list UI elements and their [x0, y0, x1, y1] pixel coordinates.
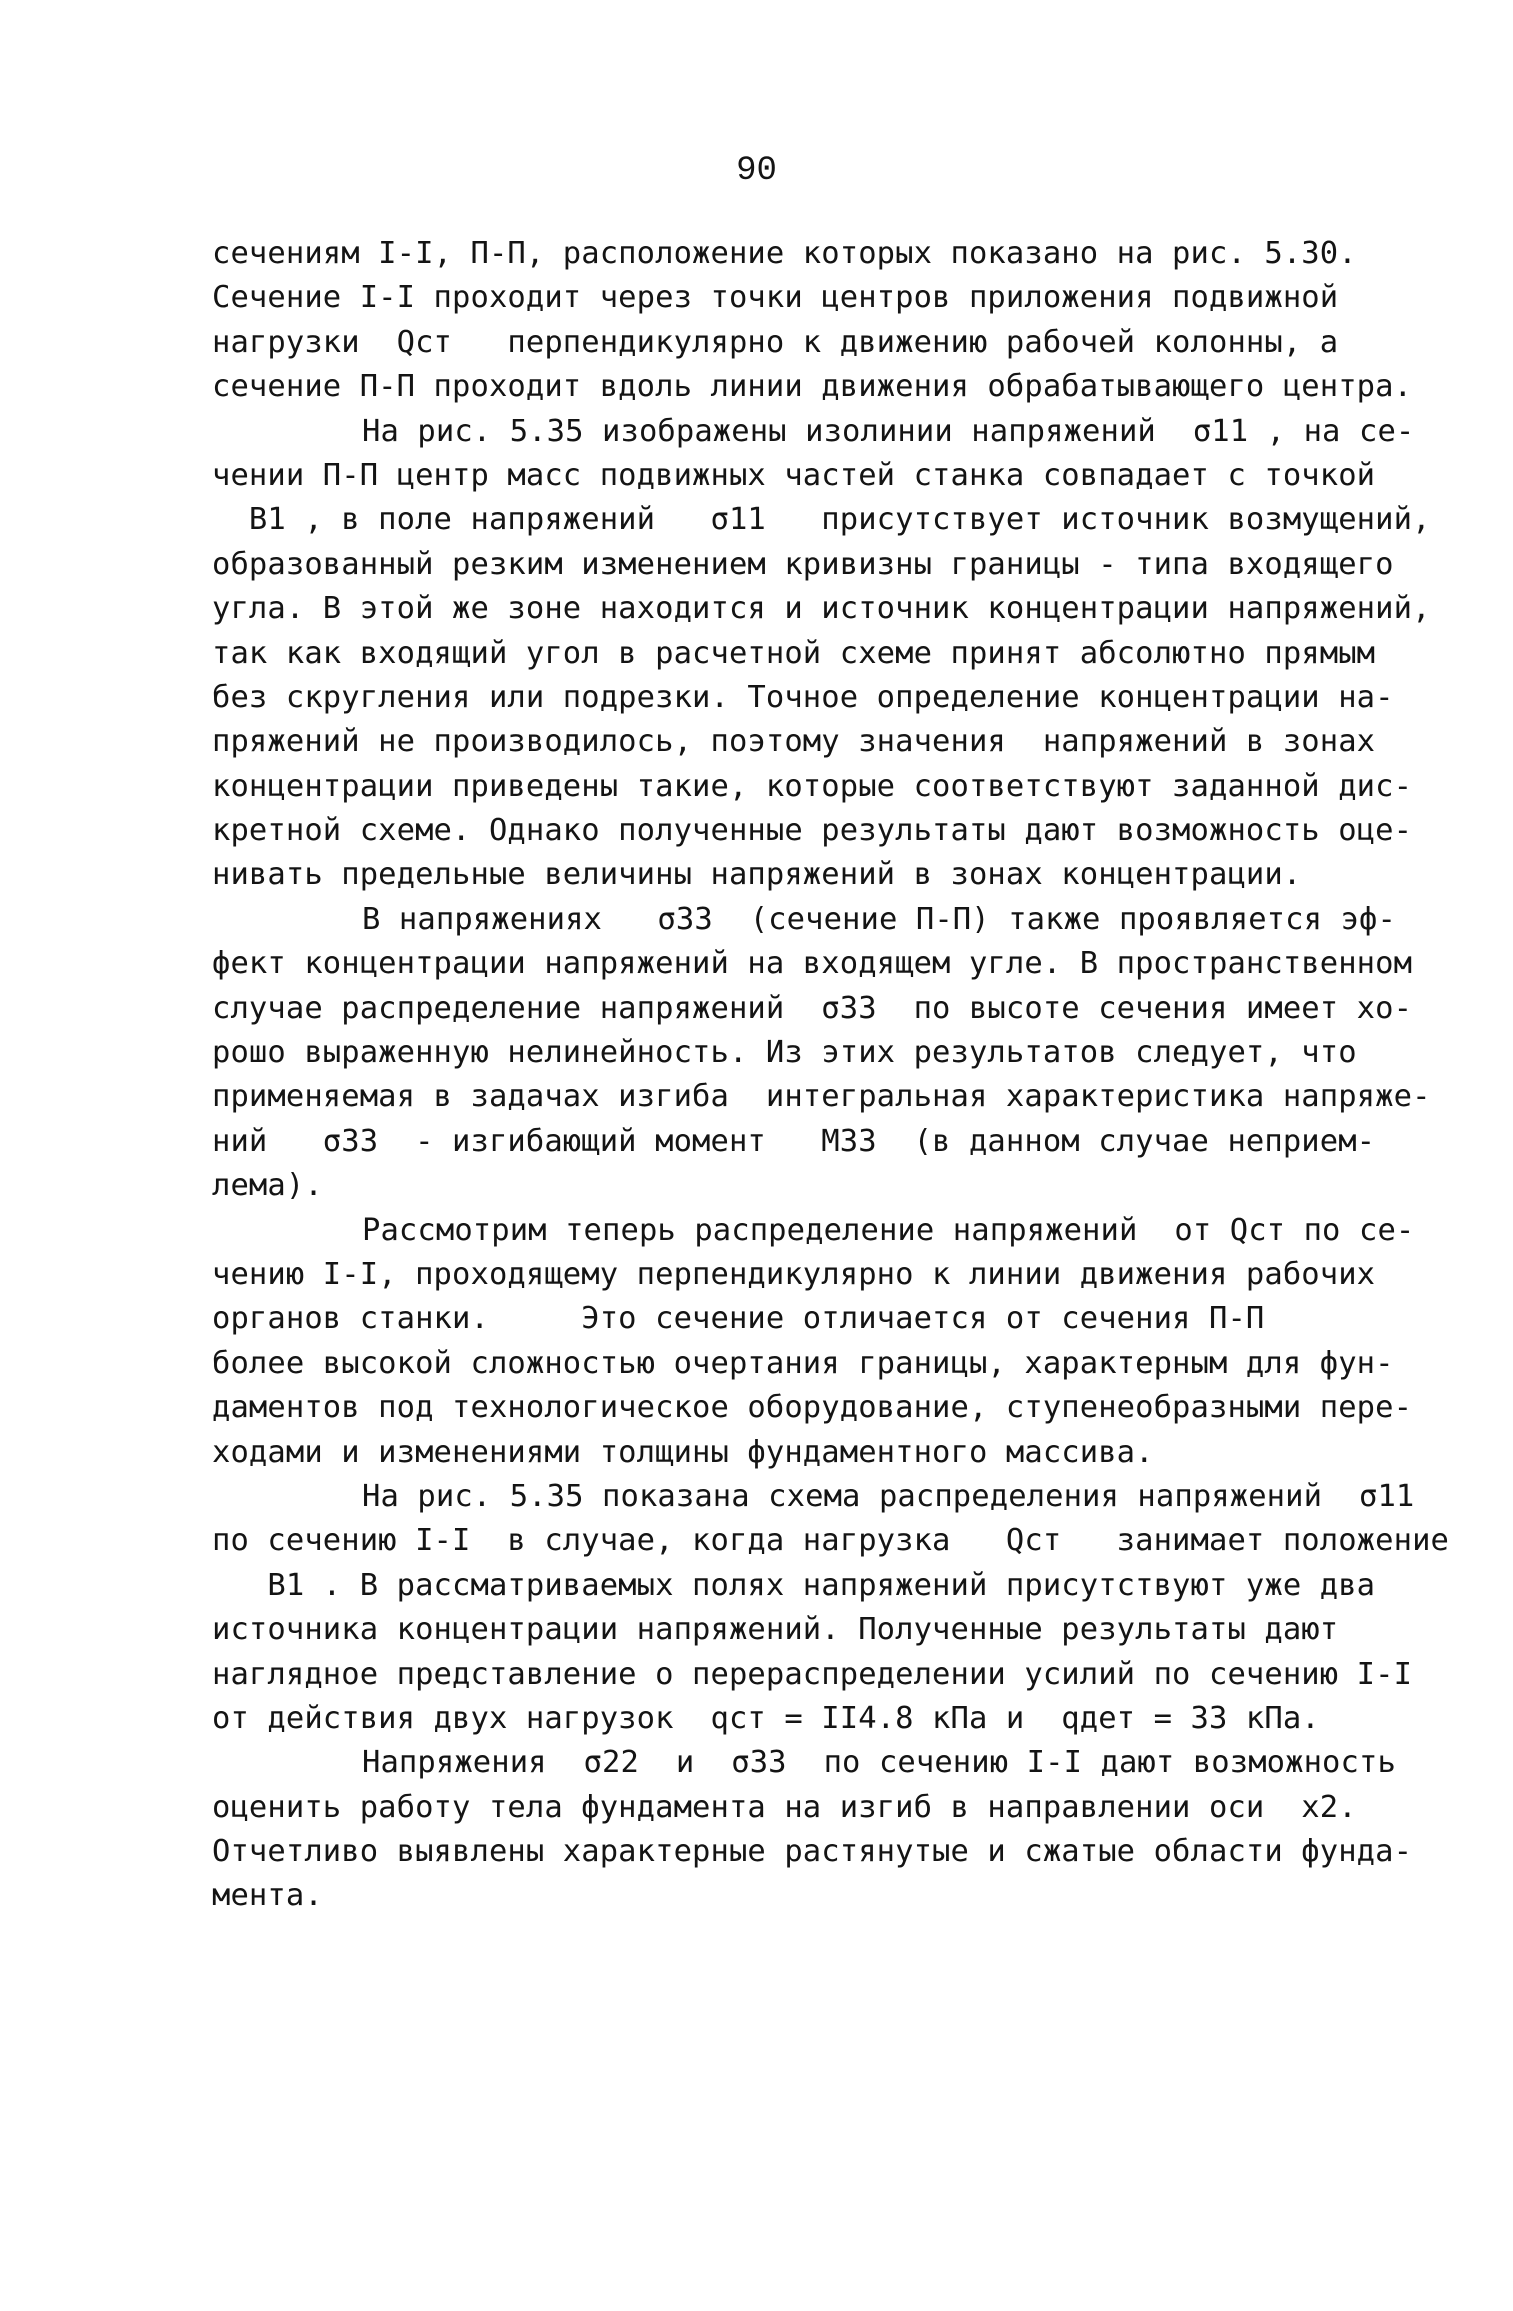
text-line: по сечению I-I в случае, когда нагрузка Qст занимает положение: [212, 1523, 1449, 1559]
text-line: источника концентрации напряжений. Полученные результаты дают: [212, 1612, 1339, 1648]
body-text: [212, 232, 1447, 1919]
text-line: угла. В этой же зоне находится и источник концентрации напряжений,: [212, 591, 1431, 627]
text-line: без скругления или подрезки. Точное определение концентрации на-: [212, 679, 1394, 715]
text-line: образованный резким изменением кривизны границы - типа входящего: [212, 546, 1394, 582]
text-line: случае распределение напряжений σ33 по высоте сечения имеет хо-: [212, 990, 1413, 1026]
text-line: чении П-П центр масс подвижных частей станка совпадает с точкой: [212, 457, 1376, 493]
text-line: пряжений не производилось, поэтому значения напряжений в зонах: [212, 724, 1376, 760]
text-line: лема).: [212, 1168, 323, 1204]
text-line: концентрации приведены такие, которые соответствуют заданной дис-: [212, 768, 1413, 804]
text-line: применяемая в задачах изгиба интегральная характеристика напряже-: [212, 1079, 1431, 1115]
text-line: оценить работу тела фундамента на изгиб в направлении оси x2.: [212, 1789, 1357, 1825]
text-line: так как входящий угол в расчетной схеме принят абсолютно прямым: [212, 635, 1376, 671]
text-line: нивать предельные величины напряжений в зонах концентрации.: [212, 857, 1302, 893]
text-line: Напряжения σ22 и σ33 по сечению I-I дают возможность: [362, 1745, 1396, 1781]
text-line: кретной схеме. Однако полученные результаты дают возможность оце-: [212, 813, 1413, 849]
text-line: ходами и изменениями толщины фундаментного массива.: [212, 1434, 1154, 1470]
text-line: сечение П-П проходит вдоль линии движения обрабатывающего центра.: [212, 369, 1413, 405]
text-line: сечениям I-I, П-П, расположение которых показано на рис. 5.30.: [212, 236, 1357, 271]
text-line: ний σ33 - изгибающий момент M33 (в данном случае неприем-: [212, 1123, 1376, 1159]
text-line: Отчетливо выявлены характерные растянутые и сжатые области фунда-: [212, 1834, 1413, 1870]
text-line: даментов под технологическое оборудование, ступенеобразными пере-: [212, 1390, 1413, 1426]
text-line: На рис. 5.35 показана схема распределения напряжений σ11: [362, 1478, 1415, 1514]
text-line: наглядное представление о перераспределении усилий по сечению I-I: [212, 1656, 1413, 1692]
text-line: от действия двух нагрузок qст = II4.8 кПа и qдет = 33 кПа.: [212, 1700, 1320, 1736]
text-line: рошо выраженную нелинейность. Из этих результатов следует, что: [212, 1035, 1357, 1071]
text-line: нагрузки Qст перпендикулярно к движению рабочей колонны, а: [212, 324, 1339, 360]
text-line: более высокой сложностью очертания границы, характерным для фун-: [212, 1345, 1394, 1381]
text-line: органов станки. Это сечение отличается от сечения П-П: [212, 1301, 1265, 1337]
text-line: фект концентрации напряжений на входящем угле. В пространственном: [212, 946, 1413, 982]
text-line: Рассмотрим теперь распределение напряжений от Qст по се-: [362, 1212, 1415, 1248]
text-line: B1 , в поле напряжений σ11 присутствует источник возмущений,: [212, 502, 1431, 538]
text-line: На рис. 5.35 изображены изолинии напряжений σ11 , на се-: [362, 413, 1415, 449]
text-line: B1 . В рассматриваемых полях напряжений присутствуют уже два: [212, 1567, 1376, 1603]
text-line: Сечение I-I проходит через точки центров приложения подвижной: [212, 280, 1339, 316]
text-line: чению I-I, проходящему перпендикулярно к линии движения рабочих: [212, 1256, 1376, 1292]
page-number: 90: [736, 152, 777, 190]
text-line: мента.: [212, 1878, 323, 1914]
text-line: В напряжениях σ33 (сечение П-П) также проявляется эф-: [362, 901, 1396, 937]
